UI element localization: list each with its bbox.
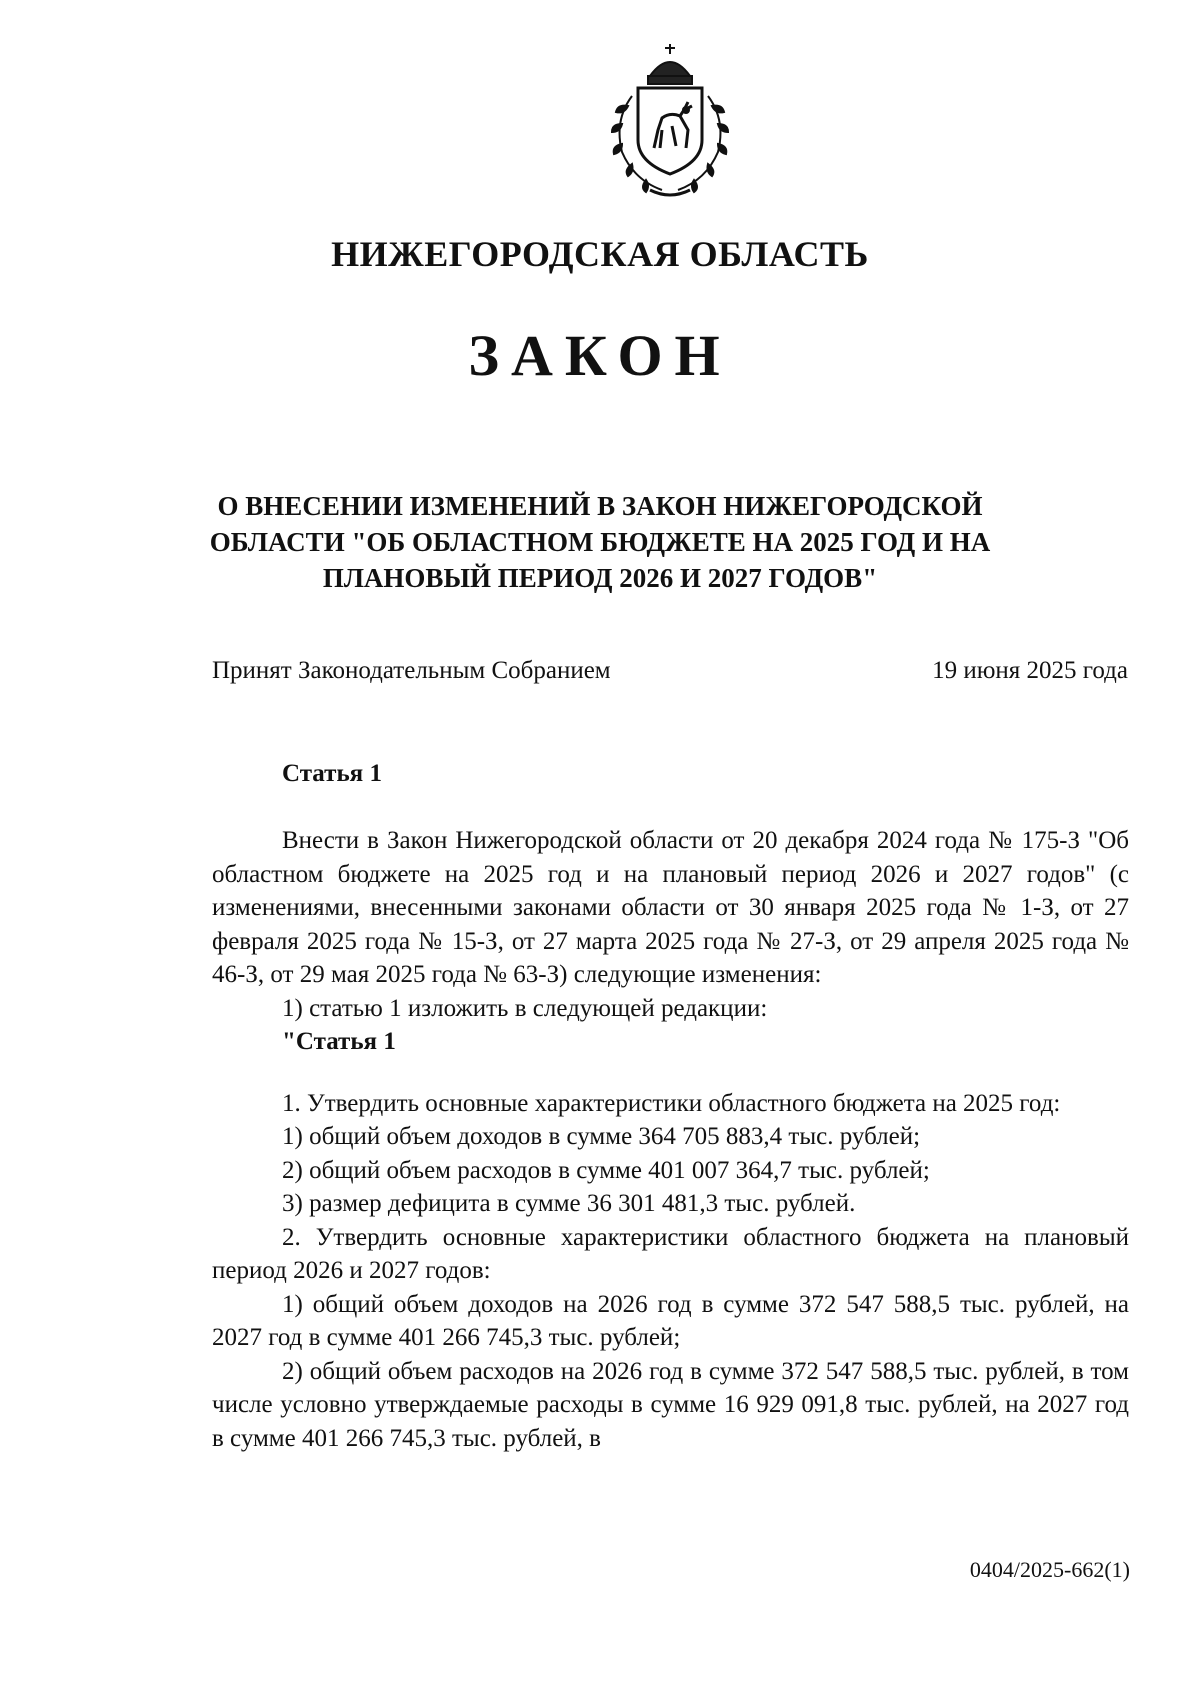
paragraph: Внести в Закон Нижегородской области от 20 декабря 2024 года № 175-З "Об областном бюджете на 2025 год и на плановый период 2026 и 2027 годов" (с изменениями, внесенными законами области от 30 января 2025 года № 1-З, от 27 февраля 2025 года № 15-З, от 27 марта 2025 года № 27-З, от 29 апреля 2025 года № 46-З, от 29 мая 2025 года № 63-З) следующие изменения:: [212, 827, 1129, 988]
document-type: ЗАКОН: [468, 323, 732, 388]
paragraph: 1. Утвердить основные характеристики областного бюджета на 2025 год:: [282, 1089, 1061, 1117]
law-title-line: ОБЛАСТИ "ОБ ОБЛАСТНОМ БЮДЖЕТЕ НА 2025 ГОД И НА: [209, 527, 991, 557]
paragraph: 1) общий объем доходов на 2026 год в сумме 372 547 588,5 тыс. рублей, на 2027 год в сумме 401 266 745,3 тыс. рублей;: [212, 1290, 1129, 1351]
paragraph: 1) статью 1 изложить в следующей редакции:: [282, 994, 768, 1022]
paragraph: 2) общий объем расходов в сумме 401 007 364,7 тыс. рублей;: [282, 1156, 930, 1184]
paragraph: 1) общий объем доходов в сумме 364 705 883,4 тыс. рублей;: [282, 1123, 921, 1150]
article-body: [212, 824, 1129, 1455]
paragraph: 3) размер дефицита в сумме 36 301 481,3 тыс. рублей.: [282, 1190, 856, 1217]
quoted-article-heading: "Статья 1: [282, 1028, 396, 1055]
law-title-line: ПЛАНОВЫЙ ПЕРИОД 2026 И 2027 ГОДОВ": [322, 563, 878, 593]
document-number: 0404/2025-662(1): [969, 1557, 1130, 1582]
adoption-label: Принят Законодательным Собранием: [212, 657, 611, 684]
paragraph: 2. Утвердить основные характеристики областного бюджета на плановый период 2026 и 2027 годов:: [212, 1223, 1129, 1284]
region-name: НИЖЕГОРОДСКАЯ ОБЛАСТЬ: [331, 234, 869, 274]
adoption-date: 19 июня 2025 года: [932, 657, 1128, 684]
law-title: [200, 488, 1000, 596]
nizhny-novgorod-coat-of-arms-icon: [592, 40, 748, 200]
law-title-line: О ВНЕСЕНИИ ИЗМЕНЕНИЙ В ЗАКОН НИЖЕГОРОДСКОЙ: [217, 491, 983, 521]
article-heading: Статья 1: [282, 760, 382, 787]
paragraph: 2) общий объем расходов на 2026 год в сумме 372 547 588,5 тыс. рублей, в том числе условно утверждаемые расходы в сумме 16 929 091,8 тыс. рублей, на 2027 год в сумме 401 266 745,3 тыс. рублей, в: [212, 1357, 1129, 1452]
